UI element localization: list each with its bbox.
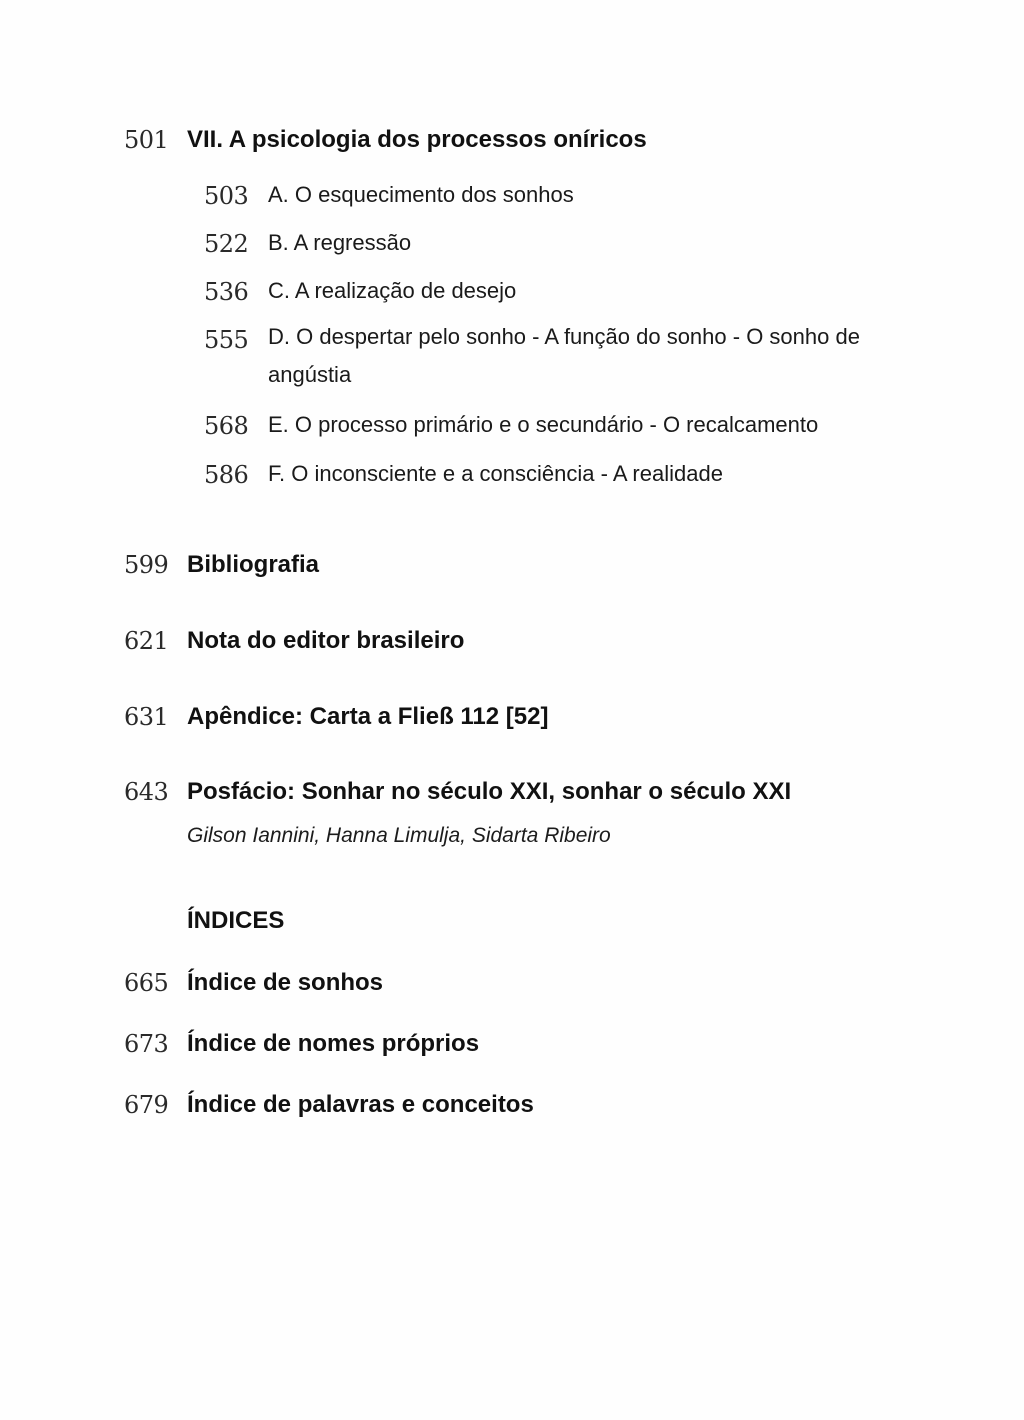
page-number: 522	[204, 230, 249, 258]
entry-title: A. O esquecimento dos sonhos	[268, 182, 574, 207]
entry-title: Bibliografia	[187, 551, 320, 578]
entry-title: C. A realização de desejo	[268, 278, 517, 303]
page-number: 631	[124, 703, 169, 731]
page-number: 679	[124, 1091, 169, 1119]
entry-authors: Gilson Iannini, Hanna Limulja, Sidarta Ribeiro	[187, 824, 611, 847]
page-number: 503	[204, 182, 249, 210]
page-number: 555	[204, 326, 249, 354]
page-number: 643	[124, 778, 169, 806]
page-number: 501	[124, 126, 169, 154]
entry-title: F. O inconsciente e a consciência - A realidade	[268, 461, 723, 486]
entry-title: Apêndice: Carta a Fließ 112 [52]	[187, 703, 549, 730]
page-number: 599	[124, 551, 169, 579]
page-number: 673	[124, 1030, 169, 1058]
entry-title: Posfácio: Sonhar no século XXI, sonhar o século XXI	[187, 778, 792, 805]
page-number: 621	[124, 627, 169, 655]
page-number: 586	[204, 461, 249, 489]
page-number: 536	[204, 278, 249, 306]
entry-title: Nota do editor brasileiro	[187, 627, 465, 654]
entry-title: VII. A psicologia dos processos oníricos	[187, 126, 647, 153]
entry-title: B. A regressão	[268, 230, 412, 255]
entry-title: Índice de nomes próprios	[187, 1030, 480, 1057]
entry-title: Índice de palavras e conceitos	[187, 1091, 534, 1118]
entry-title: D. O despertar pelo sonho - A função do sonho - O sonho de angústia	[268, 324, 860, 387]
entry-title: E. O processo primário e o secundário - O recalcamento	[268, 412, 819, 437]
indices-heading: ÍNDICES	[187, 907, 285, 934]
page-number: 665	[124, 969, 169, 997]
entry-title: Índice de sonhos	[187, 969, 384, 996]
page-number: 568	[204, 412, 249, 440]
